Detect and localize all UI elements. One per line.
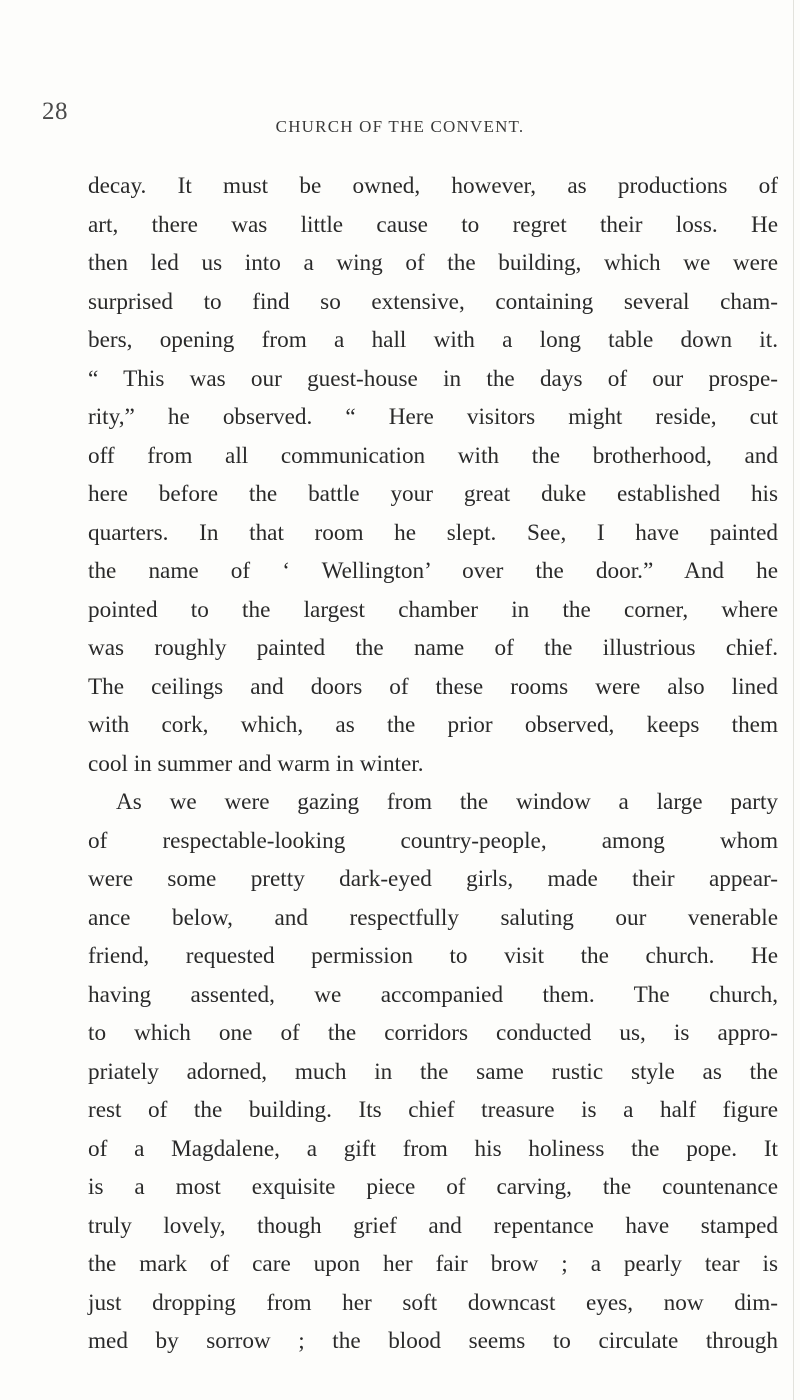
text-line: bers, opening from a hall with a long table down it. <box>88 327 778 353</box>
text-line: surprised to find so extensive, containing several cham- <box>88 288 778 315</box>
text-line: priately adorned, much in the same rustic style as the <box>88 1058 778 1085</box>
text-line: of a Magdalene, a gift from his holiness the pope. It <box>88 1135 778 1162</box>
text-line: is a most exquisite piece of carving, the countenance <box>88 1174 778 1200</box>
text-line: was roughly painted the name of the illustrious chief. <box>88 635 778 661</box>
text-line: art, there was little cause to regret their loss. He <box>88 211 778 238</box>
text-line: med by sorrow ; the blood seems to circulate through <box>88 1328 778 1354</box>
page-number: 28 <box>42 98 68 125</box>
text-line: decay. It must be owned, however, as productions of <box>88 173 778 199</box>
text-line: ance below, and respectfully saluting our venerable <box>88 904 778 931</box>
text-line: then led us into a wing of the building, which we were <box>88 250 778 276</box>
text-line: the mark of care upon her fair brow ; a pearly tear is <box>88 1251 778 1277</box>
text-line: friend, requested permission to visit the church. He <box>88 943 778 969</box>
body-text <box>88 167 778 1361</box>
text-line: “ This was our guest-house in the days of our prospe- <box>88 365 778 392</box>
text-line: were some pretty dark-eyed girls, made their appear- <box>88 866 778 892</box>
text-line: here before the battle your great duke established his <box>88 481 778 507</box>
text-line: of respectable-looking country-people, among whom <box>88 827 778 854</box>
text-line: rity,” he observed. “ Here visitors might reside, cut <box>88 404 778 430</box>
text-line: the name of ‘ Wellington’ over the door.” And he <box>88 558 778 584</box>
text-line: to which one of the corridors conducted us, is appro- <box>88 1020 778 1046</box>
text-line: rest of the building. Its chief treasure is a half figure <box>88 1097 778 1123</box>
text-line: off from all communication with the brotherhood, and <box>88 442 778 469</box>
text-line: having assented, we accompanied them. The church, <box>88 981 778 1008</box>
page-edge <box>793 0 794 1400</box>
paragraph-end-line: cool in summer and warm in winter. <box>88 750 424 777</box>
text-line: pointed to the largest chamber in the corner, where <box>88 596 778 623</box>
text-line: with cork, which, as the prior observed, keeps them <box>88 712 778 738</box>
text-line: just dropping from her soft downcast eyes, now dim- <box>88 1289 778 1316</box>
running-title: CHURCH OF THE CONVENT. <box>275 117 525 136</box>
text-line: quarters. In that room he slept. See, I have painted <box>88 519 778 546</box>
text-line: The ceilings and doors of these rooms were also lined <box>88 673 778 700</box>
paragraph-start-line: As we were gazing from the window a large party <box>116 789 778 815</box>
text-line: truly lovely, though grief and repentance have stamped <box>88 1212 778 1239</box>
